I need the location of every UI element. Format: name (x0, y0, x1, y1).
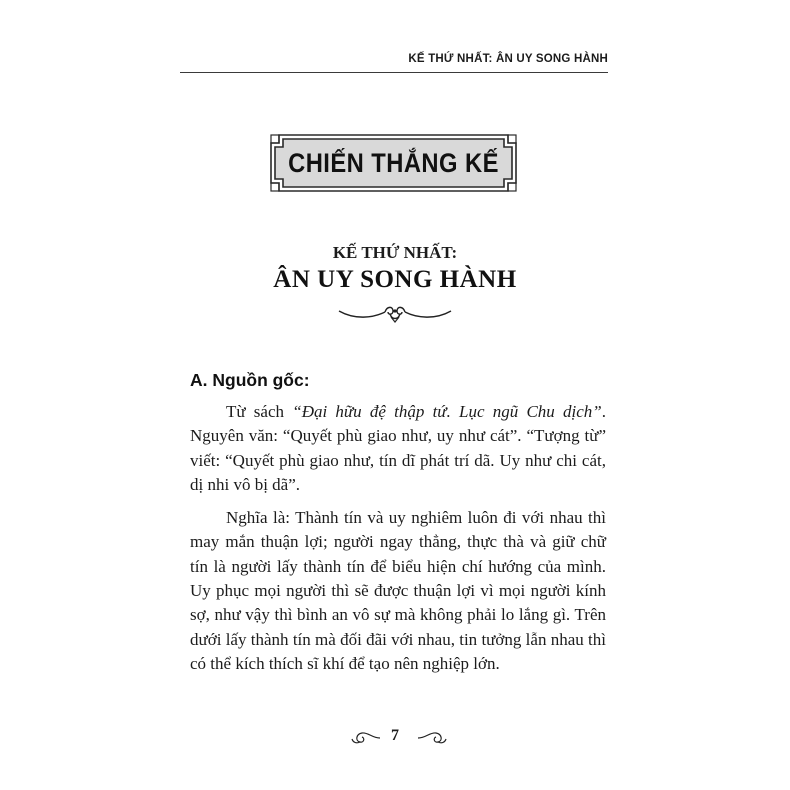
running-header-text: KẾ THỨ NHẤT: ÂN UY SONG HÀNH (408, 53, 608, 65)
section-title: CHIẾN THẮNG KẾ (288, 148, 499, 178)
paragraph-1-lead: Từ sách (226, 402, 293, 421)
page-footer (340, 727, 450, 749)
paragraph-1-rest: . Nguyên văn: “Quyết phù giao như, uy như cát”. “Tượng từ” viết: “Quyết phù giao như, tín dĩ phát trí dã. Uy như chi cát, dị nhi vô bị dã”. (190, 402, 606, 494)
swirl-flourish-icon (416, 730, 448, 746)
running-header (180, 50, 608, 73)
book-citation: “Đại hữu đệ thập tứ. Lục ngũ Chu dịch” (292, 402, 602, 421)
page-number: 7 (391, 727, 399, 744)
body-text (190, 400, 606, 685)
section-title-frame (269, 133, 518, 193)
section-heading: A. Nguồn gốc: (190, 370, 310, 390)
chapter-kicker: KẾ THỨ NHẤT: (332, 243, 458, 262)
paragraph-2: Nghĩa là: Thành tín và uy nghiêm luôn đi với nhau thì may mắn thuận lợi; người ngay thẳng, thực thà và giữ chữ tín là người lấy thành tín để biểu hiện chí hướng của mình. Uy phục mọi người thì sẽ được thuận lợi vì mọi người kính sợ, như vậy thì bình an vô sự mà không phải lo lắng gì. Trên dưới lấy thành tín mà đối đãi với nhau, tin tưởng lẫn nhau thì có thể kích thích sĩ khí để tạo nên nghiệp lớn. (190, 508, 606, 673)
paragraph-1 (190, 400, 606, 497)
scroll-flourish-icon (335, 302, 455, 324)
chapter-title: ÂN UY SONG HÀNH (273, 266, 517, 293)
